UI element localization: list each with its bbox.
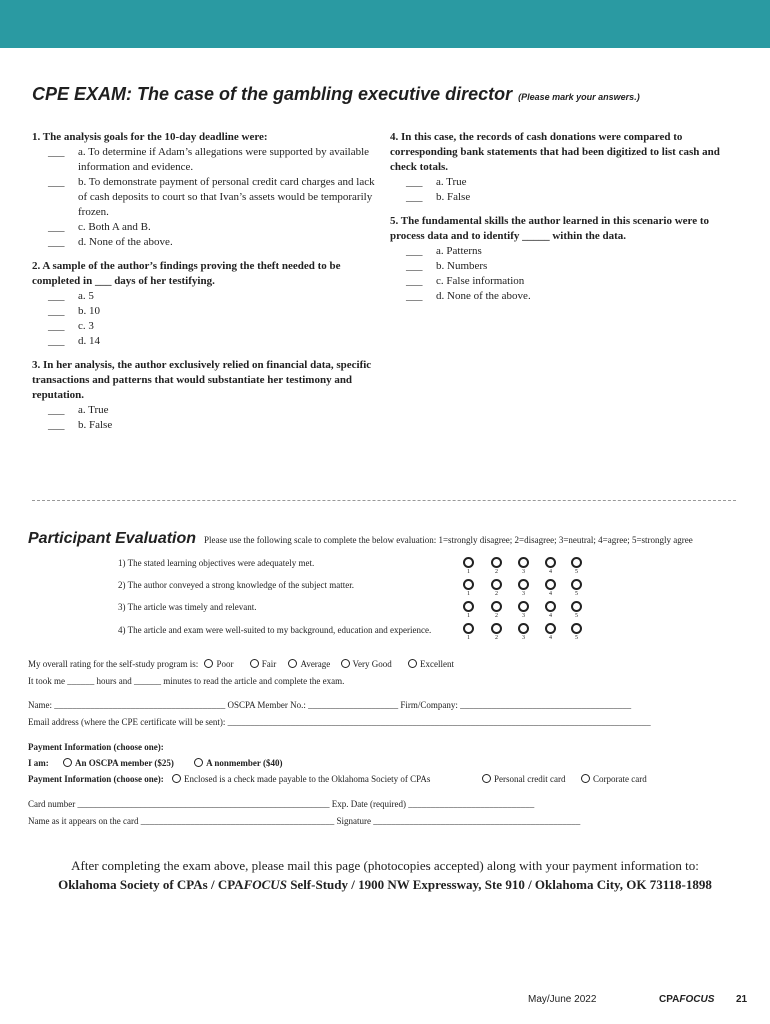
radio-circle-icon[interactable] — [288, 659, 297, 668]
evaluation-scale: Please use the following scale to complete the below evaluation: 1=strongly disagree; 2=disagree; 3=neutral; 4=agree; 5=strongly agree — [204, 535, 693, 545]
radio-circle-icon[interactable] — [63, 758, 72, 767]
rating-circle[interactable] — [463, 579, 474, 590]
rating-circle[interactable] — [518, 557, 529, 568]
option-text: a. Patterns — [436, 245, 482, 257]
scale-number: 2 — [495, 591, 498, 597]
rating-circle[interactable] — [545, 557, 556, 568]
scale-number: 4 — [549, 591, 552, 597]
question-1 — [32, 130, 377, 250]
scale-number: 2 — [495, 613, 498, 619]
option-text: c. 3 — [78, 320, 94, 332]
answer-option[interactable] — [32, 220, 377, 235]
rating-option-poor[interactable]: Poor — [204, 659, 233, 669]
answer-blank[interactable]: ___ — [48, 146, 65, 158]
overall-rating-row — [28, 659, 454, 669]
evaluation-item-3: 3) The article was timely and relevant. — [118, 602, 257, 612]
rating-circle[interactable] — [491, 623, 502, 634]
exam-title-note: (Please mark your answers.) — [518, 92, 640, 102]
rating-circle[interactable] — [571, 557, 582, 568]
rating-circle[interactable] — [545, 601, 556, 612]
option-text: b. False — [436, 191, 471, 203]
check-option[interactable]: Enclosed is a check made payable to the Oklahoma Society of CPAs — [172, 774, 430, 784]
card-number-line[interactable]: Card number ________________________________________________________ Exp. Date (required) ____________________________ — [28, 799, 535, 809]
evaluation-item-4: 4) The article and exam were well-suited to my background, education and experience. — [118, 625, 432, 635]
scale-number: 3 — [522, 635, 525, 641]
scale-number: 4 — [549, 635, 552, 641]
rating-circle[interactable] — [545, 579, 556, 590]
answer-blank[interactable]: ___ — [48, 335, 65, 347]
scale-number: 3 — [522, 591, 525, 597]
rating-circle[interactable] — [518, 601, 529, 612]
footer-issue: May/June 2022 — [528, 994, 597, 1005]
answer-option[interactable] — [32, 289, 377, 304]
name-member-firm-line[interactable]: Name: ______________________________________ OSCPA Member No.: ____________________ Firm/Company: ______________________________________ — [28, 700, 632, 710]
answer-option[interactable] — [32, 175, 377, 220]
evaluation-title: Participant Evaluation — [28, 530, 197, 547]
evaluation-item-1: 1) The stated learning objectives were adequately met. — [118, 558, 315, 568]
scale-number: 4 — [549, 569, 552, 575]
scale-number: 5 — [575, 569, 578, 575]
scale-number: 1 — [467, 635, 470, 641]
answer-blank[interactable]: ___ — [406, 176, 423, 188]
member-option[interactable]: An OSCPA member ($25) — [63, 758, 174, 768]
radio-circle-icon[interactable] — [250, 659, 259, 668]
rating-circle[interactable] — [463, 623, 474, 634]
option-text: a. True — [436, 176, 467, 188]
radio-circle-icon[interactable] — [581, 774, 590, 783]
overall-rating-label: My overall rating for the self-study program is: — [28, 659, 199, 669]
option-text: b. Numbers — [436, 260, 488, 272]
radio-circle-icon[interactable] — [482, 774, 491, 783]
answer-blank[interactable]: ___ — [48, 176, 65, 188]
rating-circle[interactable] — [571, 623, 582, 634]
answer-option[interactable] — [390, 190, 735, 205]
scale-number: 1 — [467, 613, 470, 619]
answer-option[interactable] — [32, 319, 377, 334]
answer-option[interactable] — [390, 175, 735, 190]
rating-circle[interactable] — [463, 601, 474, 612]
time-spent-line[interactable]: It took me ______ hours and ______ minutes to read the article and complete the exam. — [28, 676, 345, 686]
answer-option[interactable] — [32, 145, 377, 175]
option-text: b. 10 — [78, 305, 100, 317]
evaluation-item-2: 2) The author conveyed a strong knowledge of the subject matter. — [118, 580, 355, 590]
question-2 — [32, 259, 377, 349]
rating-circle[interactable] — [571, 601, 582, 612]
answer-blank[interactable]: ___ — [406, 275, 423, 287]
rating-circle[interactable] — [491, 579, 502, 590]
exam-title — [32, 84, 640, 105]
scale-number: 2 — [495, 569, 498, 575]
mailing-address: Oklahoma Society of CPAs / CPAFOCUS Self-Study / 1900 NW Expressway, Ste 910 / Oklahoma City, OK 73118-1898 — [58, 877, 712, 892]
question-text: 2. A sample of the author’s findings proving the theft needed to be completed in ___ days of her testifying. — [32, 260, 341, 287]
footer-page-number: 21 — [736, 994, 748, 1005]
scale-number: 5 — [575, 591, 578, 597]
rating-circle[interactable] — [571, 579, 582, 590]
header-bar — [0, 0, 770, 48]
iam-label: I am: — [28, 758, 49, 768]
radio-circle-icon[interactable] — [341, 659, 350, 668]
answer-blank[interactable]: ___ — [48, 419, 65, 431]
scale-number: 4 — [549, 613, 552, 619]
scale-number: 1 — [467, 591, 470, 597]
answer-blank[interactable]: ___ — [48, 320, 65, 332]
question-text: 3. In her analysis, the author exclusively relied on financial data, specific transactions and patterns that would substantiate her testimony and reputation. — [32, 359, 372, 401]
nonmember-option[interactable]: A nonmember ($40) — [194, 758, 282, 768]
rating-circle[interactable] — [491, 557, 502, 568]
answer-blank[interactable]: ___ — [48, 221, 65, 233]
answer-blank[interactable]: ___ — [406, 290, 423, 302]
answer-blank[interactable]: ___ — [48, 305, 65, 317]
answer-blank[interactable]: ___ — [406, 260, 423, 272]
answer-blank[interactable]: ___ — [406, 191, 423, 203]
scale-number: 1 — [467, 569, 470, 575]
evaluation-header — [28, 530, 693, 548]
answer-option[interactable] — [390, 274, 735, 289]
answer-blank[interactable]: ___ — [48, 236, 65, 248]
payment-method-row — [28, 774, 430, 784]
option-text: a. True — [78, 404, 109, 416]
radio-circle-icon[interactable] — [194, 758, 203, 767]
rating-circle[interactable] — [545, 623, 556, 634]
answer-blank[interactable]: ___ — [48, 290, 65, 302]
option-text: d. None of the above. — [78, 236, 173, 248]
answer-blank[interactable]: ___ — [48, 404, 65, 416]
option-text: d. None of the above. — [436, 290, 531, 302]
option-text: d. 14 — [78, 335, 100, 347]
iam-row — [28, 758, 283, 768]
radio-circle-icon[interactable] — [172, 774, 181, 783]
question-text: 1. The analysis goals for the 10-day deadline were: — [32, 131, 268, 143]
scale-number: 5 — [575, 635, 578, 641]
personal-card-option[interactable]: Personal credit card — [482, 774, 565, 784]
rating-circle[interactable] — [518, 579, 529, 590]
radio-circle-icon[interactable] — [408, 659, 417, 668]
question-5 — [390, 214, 735, 304]
option-text: b. False — [78, 419, 113, 431]
answer-option[interactable] — [32, 418, 377, 433]
questions-column-left — [32, 130, 377, 442]
answer-option[interactable] — [390, 244, 735, 259]
option-text: a. 5 — [78, 290, 94, 302]
rating-circle[interactable] — [491, 601, 502, 612]
scale-number: 3 — [522, 613, 525, 619]
answer-option[interactable] — [32, 403, 377, 418]
radio-circle-icon[interactable] — [204, 659, 213, 668]
option-text: c. Both A and B. — [78, 221, 151, 233]
rating-circle[interactable] — [463, 557, 474, 568]
payment-header: Payment Information (choose one): — [28, 742, 164, 752]
signature-line[interactable]: Name as it appears on the card ___________________________________________ Signature ______________________________________________ — [28, 816, 581, 826]
question-text: 4. In this case, the records of cash donations were compared to corresponding bank statements that had been digitized to list cash and check totals. — [390, 131, 720, 173]
answer-blank[interactable]: ___ — [406, 245, 423, 257]
rating-option-very-good[interactable]: Very Good — [341, 659, 392, 669]
answer-option[interactable] — [32, 235, 377, 250]
question-3 — [32, 358, 377, 433]
answer-option[interactable] — [390, 289, 735, 304]
answer-option[interactable] — [32, 304, 377, 319]
rating-option-fair[interactable]: Fair — [250, 659, 277, 669]
rating-option-average[interactable]: Average — [288, 659, 330, 669]
questions-column-right — [390, 130, 735, 313]
question-4 — [390, 130, 735, 205]
scale-number: 5 — [575, 613, 578, 619]
question-text: 5. The fundamental skills the author learned in this scenario were to process data and to identify _____ within the data. — [390, 215, 710, 242]
corporate-card-option[interactable]: Corporate card — [581, 774, 647, 784]
email-line[interactable]: Email address (where the CPE certificate will be sent): ______________________________________________________________________________________________ — [28, 717, 651, 727]
option-text: b. To demonstrate payment of personal credit card charges and lack of cash deposits to court so that Ivan’s assets would be temporarily frozen. — [78, 176, 375, 218]
mailing-instructions: After completing the exam above, please mail this page (photocopies accepted) along with your payment information to: — [71, 858, 699, 873]
answer-option[interactable] — [32, 334, 377, 349]
option-text: c. False information — [436, 275, 525, 287]
option-text: a. To determine if Adam’s allegations were supported by available information and evidence. — [78, 146, 370, 173]
rating-circle[interactable] — [518, 623, 529, 634]
payment-label: Payment Information (choose one): — [28, 774, 164, 784]
answer-option[interactable] — [390, 259, 735, 274]
scale-number: 2 — [495, 635, 498, 641]
exam-title-text: CPE EXAM: The case of the gambling executive director — [32, 84, 513, 104]
footer-brand: CPAFOCUS — [659, 994, 715, 1005]
rating-option-excellent[interactable]: Excellent — [408, 659, 454, 669]
scale-number: 3 — [522, 569, 525, 575]
section-divider — [32, 500, 736, 501]
